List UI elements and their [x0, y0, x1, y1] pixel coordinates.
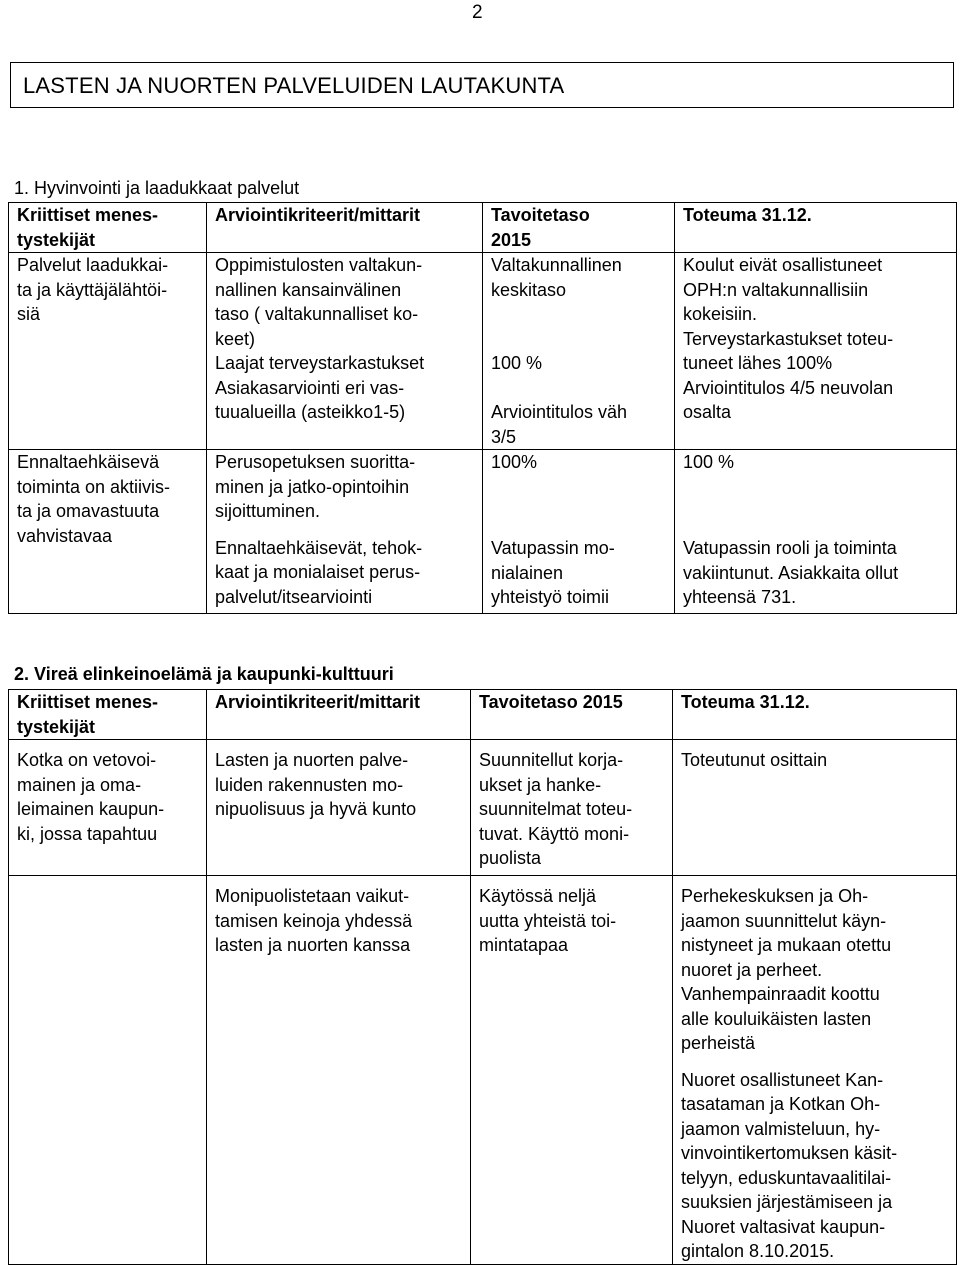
- table-row: [9, 876, 957, 1265]
- criteria-cell: Lasten ja nuorten palve- luiden rakennusten mo- nipuolisuus ja hyvä kunto: [207, 740, 471, 876]
- target-cell: [483, 450, 675, 614]
- actual-text: Vatupassin rooli ja toiminta vakiintunut. Asiakkaita ollut yhteensä 731.: [683, 538, 899, 607]
- target-cell: Valtakunnallinen keskitaso 100 % Arviointitulos väh 3/5: [483, 253, 675, 450]
- actual-cell: Toteutunut osittain: [673, 740, 957, 876]
- actual-cell: [675, 450, 957, 614]
- critical-factor-cell: Ennaltaehkäisevä toiminta on aktiivis- ta ja omavastuuta vahvistavaa: [9, 450, 207, 614]
- target-cell: Käytössä neljä uutta yhteistä toi- mintatapaa: [471, 876, 673, 1265]
- section-2-title: 2. Vireä elinkeinoelämä ja kaupunki-kulttuuri: [14, 664, 394, 684]
- table-row: [9, 740, 957, 876]
- target-text: Vatupassin mo- nialainen yhteistyö toimii: [491, 538, 615, 607]
- main-heading: LASTEN JA NUORTEN PALVELUIDEN LAUTAKUNTA: [23, 73, 565, 98]
- criteria-text: Ennaltaehkäisevät, tehok- kaat ja monialaiset perus- palvelut/itsearviointi: [215, 537, 423, 607]
- criteria-text: Perusopetuksen suoritta- minen ja jatko-opintoihin sijoittuminen.: [215, 452, 416, 521]
- critical-factor-cell: Kotka on vetovoi- mainen ja oma- leimainen kaupun- ki, jossa tapahtuu: [9, 740, 207, 876]
- actual-text: Nuoret osallistuneet Kan- tasataman ja Kotkan Oh- jaamon valmisteluun, hy- vinvointikertomuksen käsit- telyyn, eduskuntavaalitilai- suuksien järjestämiseen ja Nuoret valtasivat kaupun- gintalon 8.10.2015.: [681, 1069, 898, 1261]
- critical-factor-cell: [9, 876, 207, 1265]
- header-target-level: Tavoitetaso 2015: [471, 690, 673, 740]
- criteria-cell: Oppimistulosten valtakun- nallinen kansainvälinen taso ( valtakunnalliset ko- keet) Laajat terveystarkastukset Asiakasarviointi eri vas- tuualueilla (asteikko1-5): [207, 253, 483, 450]
- table-row: [9, 450, 957, 614]
- header-criteria: Arviointikriteerit/mittarit: [207, 203, 483, 253]
- criteria-cell: [207, 450, 483, 614]
- actual-cell: [673, 876, 957, 1265]
- section-1-title: 1. Hyvinvointi ja laadukkaat palvelut: [14, 178, 300, 198]
- section-2-table: [8, 689, 957, 1265]
- table-header-row: [9, 203, 957, 253]
- header-target-level: Tavoitetaso 2015: [483, 203, 675, 253]
- critical-factor-cell: Palvelut laadukkai- ta ja käyttäjälähtöi- siä: [9, 253, 207, 450]
- header-criteria: Arviointikriteerit/mittarit: [207, 690, 471, 740]
- section-1-table: [8, 202, 957, 614]
- actual-text: 100 %: [683, 452, 735, 472]
- header-actual: Toteuma 31.12.: [673, 690, 957, 740]
- header-actual: Toteuma 31.12.: [675, 203, 957, 253]
- actual-cell: Koulut eivät osallistuneet OPH:n valtakunnallisiin kokeisiin. Terveystarkastukset toteu- tuneet lähes 100% Arviointitulos 4/5 neuvolan osalta: [675, 253, 957, 450]
- page-number: 2: [472, 2, 483, 23]
- header-critical-factors: Kriittiset menes- tystekijät: [9, 203, 207, 253]
- criteria-cell: Monipuolistetaan vaikut- tamisen keinoja yhdessä lasten ja nuorten kanssa: [207, 876, 471, 1265]
- table-header-row: [9, 690, 957, 740]
- header-critical-factors: Kriittiset menes- tystekijät: [9, 690, 207, 740]
- main-heading-box: [10, 62, 954, 108]
- target-cell: Suunnitellut korja- ukset ja hanke- suunnitelmat toteu- tuvat. Käyttö moni- puolista: [471, 740, 673, 876]
- table-row: [9, 253, 957, 450]
- actual-text: Perhekeskuksen ja Oh- jaamon suunnittelut käyn- nistyneet ja mukaan otettu nuoret ja perheet. Vanhempainraadit koottu alle kouluikäisten lasten perheistä: [681, 886, 892, 1053]
- target-text: 100%: [491, 452, 538, 472]
